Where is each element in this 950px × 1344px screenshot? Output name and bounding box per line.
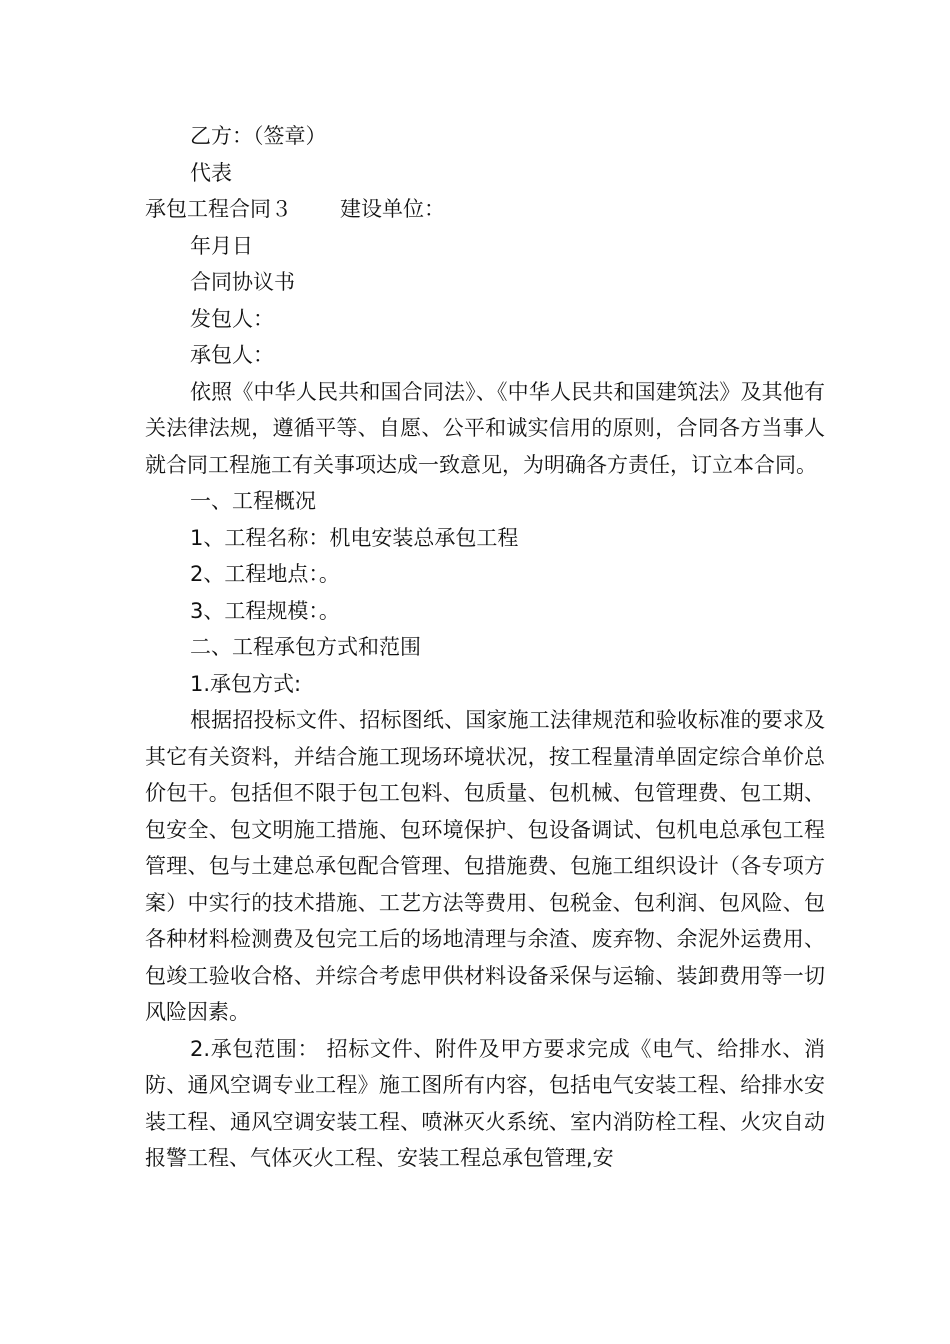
contract-method-label: 1.承包方式: xyxy=(190,671,302,696)
contract-title-line xyxy=(145,191,825,228)
contract-method-paragraph: 根据招投标文件、招标图纸、国家施工法律规范和验收标准的要求及其它有关资料，并结合施工现场环境状况，按工程量清单固定综合单价总价包干。包括但不限于包工包料、包质量、包机械、包管理费、包工期、包安全、包文明施工措施、包环境保护、包设备调试、包机电总承包工程管理、包与土建总承包配合管理、包措施费、包施工组织设计（各专项方案）中实行的技术措施、工艺方法等费用、包税金、包利润、包风险、包各种材料检测费及包完工后的场地清理与余渣、废弃物、余泥外运费用、包竣工验收合格、并综合考虑甲供材料设备采保与运输、装卸费用等一切风险因素。 xyxy=(145,708,825,1024)
section1-heading: 一、工程概况 xyxy=(190,489,316,513)
item1-project-name: 1、工程名称：机电安装总承包工程 xyxy=(190,525,519,550)
contract-title: 承包工程合同３ xyxy=(145,197,292,221)
agreement-title: 合同协议书 xyxy=(190,270,295,294)
contract-scope-paragraph: 2.承包范围： 招标文件、附件及甲方要求完成《电气、给排水、消防、通风空调专业工程》施工图所有内容，包括电气安装工程、给排水安装工程、通风空调安装工程、喷淋灭火系统、室内消防栓工程、火灾自动报警工程、气体灭火工程、安装工程总承包管理,安 xyxy=(145,1036,825,1170)
employer-line: 发包人： xyxy=(190,306,274,331)
item2-project-location: 2、工程地点：。 xyxy=(190,562,340,586)
party-b-seal-line: 乙方：（签章） xyxy=(190,124,327,148)
document-body xyxy=(145,118,825,1177)
representative-line: 代表 xyxy=(190,160,232,185)
contractor-line: 承包人： xyxy=(190,343,274,367)
date-line: 年月日 xyxy=(190,233,253,258)
construction-unit-label: 建设单位： xyxy=(340,197,445,221)
item3-project-scale: 3、工程规模：。 xyxy=(190,598,340,623)
intro-paragraph: 依照《中华人民共和国合同法》、《中华人民共和国建筑法》及其他有关法律法规，遵循平等、自愿、公平和诚实信用的原则，合同各方当事人就合同工程施工有关事项达成一致意见，为明确各方责任，订立本合同。 xyxy=(145,379,825,477)
section2-heading: 二、工程承包方式和范围 xyxy=(190,635,421,659)
